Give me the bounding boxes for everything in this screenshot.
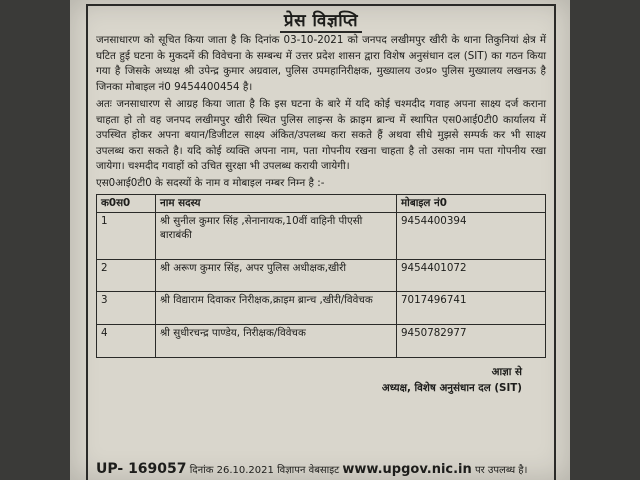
- notice-paragraph-1: जनसाधारण को सूचित किया जाता है कि दिनांक 03-10-2021 को जनपद लखीमपुर खीरी के थाना तिकुनियां क्षेत्र में घटित हुई घटना के मुकदमें की विवेचना के सम्बन्ध में उत्तर प्रदेश शासन द्वारा विशेष अनुसंधान दल (SIT) का गठन किया गया है जिसके अध्यक्ष श्री उपेन्द्र कुमार अग्रवाल, पुलिस उपमहानिरीक्षक, मुख्यालय उ०प्र० पुलिस मुख्यालय लखनऊ है जिनका मोबाइल नं0 9454400454 है।: [96, 34, 546, 93]
- notice-title: प्रेस विज्ञप्ति: [96, 8, 546, 31]
- row-mobile: 9454400394: [397, 212, 546, 259]
- footer-suffix: पर उपलब्ध है।: [474, 465, 528, 476]
- table-row: [97, 259, 546, 291]
- row-name: श्री अरूण कुमार सिंह, अपर पुलिस अधीक्षक,खीरी: [156, 259, 397, 291]
- header-name: नाम सदस्य: [156, 194, 397, 212]
- table-header-row: [97, 194, 546, 212]
- footer-date-label: दिनांक: [189, 465, 214, 476]
- row-serial: 2: [97, 259, 156, 291]
- signoff-line-2: अध्यक्ष, विशेष अनुसंधान दल (SIT): [381, 381, 522, 394]
- footer-date: 26.10.2021: [216, 465, 274, 476]
- newspaper-clipping: [70, 0, 570, 480]
- row-serial: 1: [97, 212, 156, 259]
- row-mobile: 9450782977: [397, 324, 546, 357]
- table-row: [97, 324, 546, 357]
- footer: [96, 461, 550, 477]
- members-intro: एस0आई0टी0 के सदस्यों के नाम व मोबाइल नम्बर निम्न है :-: [96, 176, 325, 189]
- sit-members-table: [96, 194, 546, 358]
- signoff: [96, 364, 546, 396]
- notice-frame: [86, 4, 556, 480]
- row-name: श्री सुनील कुमार सिंह ,सेनानायक,10वीं वाहिनी पीएसी बाराबंकी: [156, 212, 397, 259]
- notice-paragraph-2: अतः जनसाधारण से आग्रह किया जाता है कि इस घटना के बारे में यदि कोई चश्मदीद गवाह अपना साक्ष्य दर्ज कराना चाहता हो तो वह जनपद लखीमपुर खीरी स्थित पुलिस लाइन्स के क्राइम ब्रान्च में स्थापित एस0आई0टी0 कार्यालय में उपस्थित होकर अपना बयान/डिजीटल साक्ष्य अंकित/उपलब्ध करा सकते हैं अथवा सीधे मुझसे सम्पर्क कर भी साक्ष्य उपलब्ध करा सकते है। यदि कोई व्यक्ति अपना नाम, पता गोपनीय रखना चाहता है तो उसका नाम पता गोपनीय रखा जायेगा। चश्मदीद गवाहों को उचित सुरक्षा भी उपलब्ध करायी जायेगी।: [96, 98, 546, 172]
- table-row: [97, 291, 546, 324]
- row-name: श्री विद्याराम दिवाकर निरीक्षक,क्राइम ब्रान्च ,खीरी/विवेचक: [156, 291, 397, 324]
- header-mobile: मोबाइल नं0: [397, 194, 546, 212]
- footer-website: www.upgov.nic.in: [342, 462, 472, 477]
- row-serial: 4: [97, 324, 156, 357]
- row-mobile: 7017496741: [397, 291, 546, 324]
- table-row: [97, 212, 546, 259]
- row-mobile: 9454401072: [397, 259, 546, 291]
- signoff-line-1: आज्ञा से: [491, 365, 522, 378]
- row-name: श्री सुधीरचन्द्र पाण्डेय, निरीक्षक/विवेचक: [156, 324, 397, 357]
- header-serial: क0स0: [97, 194, 156, 212]
- row-serial: 3: [97, 291, 156, 324]
- footer-site-label: विज्ञापन वेबसाइट: [277, 465, 340, 476]
- footer-code: UP- 169057: [96, 461, 187, 477]
